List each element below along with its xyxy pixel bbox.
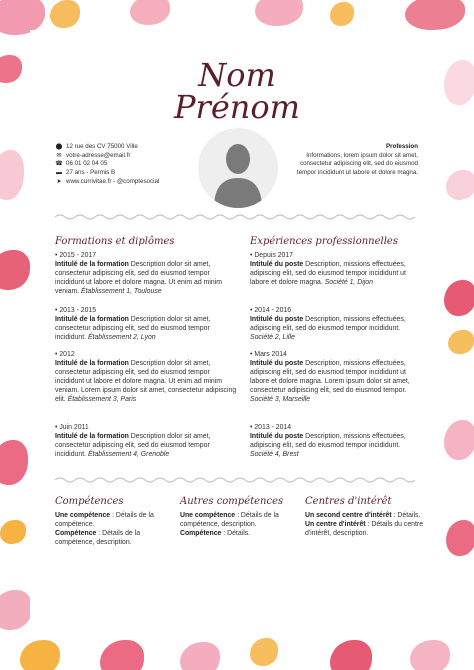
formation-place: Établissement 4, Grenoble — [87, 450, 170, 458]
avatar — [198, 128, 278, 208]
experience-body — [250, 433, 412, 460]
formation-date: • 2013 - 2015 — [55, 307, 97, 314]
experience-desc: Description, missions effectuées, adipiscing elit, sed do eiusmod tempor incididunt ut labore et dolore magna. — [250, 260, 406, 286]
contact-site[interactable]: www.currivitae.fr - @comptesocial — [66, 177, 160, 185]
person-silhouette-icon — [198, 128, 278, 208]
item-text: : Détails de la compétence, description. — [180, 512, 279, 528]
name-second-line: Prénom — [174, 88, 300, 126]
experience-desc: Description, missions effectuées, adipiscing elit, sed do eiusmod tempor incididunt. — [250, 315, 406, 332]
experience-date: • Mars 2014 — [250, 351, 287, 358]
experience-body — [250, 360, 412, 405]
item-text: : Détails. — [391, 512, 421, 519]
item-label: Un second centre d'intérêt — [305, 512, 392, 519]
interets-heading: Centres d'intérêt — [305, 496, 392, 507]
phone-icon: ☎ — [55, 161, 63, 168]
list-item — [180, 530, 300, 539]
formation-entry-1 — [55, 252, 237, 297]
contact-age: 27 ans - Permis B — [66, 169, 116, 177]
formation-desc: Description dolor sit amet, consectetur adipiscing elit, sed do eiusmod tempor incididunt ut labore et dolore magna. Ut enim ad minim veniam. — [55, 260, 222, 295]
experience-desc: Description, missions effectuées, adipiscing elit, sed do eiusmod tempor incididunt ut labore et dolore magna. Lorem ipsum dolor sit amet, consectetur adipiscing elit, sed do eiusmod tempor. — [250, 359, 410, 394]
contact-phone: 06 01 02 04 05 — [66, 160, 108, 168]
experience-place: Société 3, Marseille — [250, 395, 311, 403]
item-text: : Détails de la compétence. — [55, 512, 154, 528]
location-pin-icon: ⬤ — [55, 144, 63, 150]
experience-place: Société 2, Lille — [250, 333, 295, 341]
list-item — [55, 530, 175, 548]
formation-title: Intitulé de la formation — [55, 260, 129, 268]
competences-list — [55, 512, 175, 548]
contact-address: 12 rue des CV 75000 Ville — [66, 143, 138, 150]
item-text: : Détails de la compétence, description. — [55, 529, 141, 546]
list-item — [305, 521, 425, 539]
formation-entry-3 — [55, 351, 237, 404]
autres-list — [180, 512, 300, 539]
formation-place: Établissement 3, Paris — [67, 395, 137, 403]
cv-page — [30, 30, 444, 635]
experience-entry-3 — [250, 351, 412, 404]
formation-entry-2 — [55, 307, 237, 343]
formation-place: Établissement 2, Lyon — [87, 333, 156, 341]
experience-body — [250, 316, 412, 343]
contact-block — [55, 143, 159, 187]
experience-place: Société 4, Brest — [250, 450, 299, 458]
experience-title: Intitulé du poste — [250, 260, 304, 268]
experience-title: Intitulé du poste — [250, 315, 304, 323]
experience-entry-4 — [250, 424, 412, 460]
experience-date: • Depuis 2017 — [250, 252, 294, 259]
experience-title: Intitulé du poste — [250, 432, 304, 440]
experience-entry-2 — [250, 307, 412, 343]
formation-title: Intitulé de la formation — [55, 432, 129, 440]
formation-place: Établissement 1, Toulouse — [81, 287, 162, 295]
profession-text: Informations, lorem ipsum dolor sit amet, consectetur adipiscing elit, sed do eiusmod tempor incididunt ut labore et dolore magna. — [296, 151, 418, 177]
experience-body — [250, 261, 412, 288]
autres-heading: Autres compétences — [180, 496, 284, 507]
experience-date: • 2014 - 2016 — [250, 307, 292, 314]
formation-body — [55, 316, 237, 343]
formation-desc: Description dolor sit amet, consectetur adipiscing elit, sed do eiusmod tempor incididunt. — [55, 315, 211, 341]
formation-body — [55, 261, 237, 297]
envelope-icon: ✉ — [56, 152, 62, 159]
list-item — [305, 512, 425, 521]
experiences-heading: Expériences professionnelles — [250, 236, 398, 247]
formation-desc: Description dolor sit amet, consectetur adipiscing elit, sed do eiusmod tempor incididunt ut labore et dolore magna. Ut enim ad minim veniam. Lorem ipsum dolor sit amet, consectetur adipiscing elit. — [55, 359, 237, 403]
car-icon: ▬ — [56, 170, 62, 177]
item-label: Compétence — [55, 529, 97, 537]
profession-block — [293, 143, 418, 178]
item-label: Une compétence — [180, 512, 236, 519]
contact-email[interactable]: votre-adresse@email.fr — [66, 151, 131, 159]
experience-desc: Description, missions effectuées, adipiscing elit, sed do eiusmod tempor incididunt. — [250, 432, 406, 449]
formation-body — [55, 433, 237, 460]
formation-date: • 2012 — [55, 351, 75, 358]
formation-entry-4 — [55, 424, 237, 460]
profession-title: Profession — [386, 143, 418, 150]
list-item — [180, 512, 300, 530]
experience-place: Société 1, Dijon — [324, 278, 373, 286]
item-text: : Détails. — [221, 529, 251, 537]
wavy-divider-top — [55, 213, 419, 221]
cursor-icon: ➤ — [56, 178, 62, 185]
formation-title: Intitulé de la formation — [55, 359, 129, 367]
item-label: Une compétence — [55, 512, 111, 519]
experience-entry-1 — [250, 252, 412, 288]
item-text: : Détails du centre d'intérêt, description. — [305, 520, 424, 537]
experience-title: Intitulé du poste — [250, 359, 304, 367]
formation-date: • 2015 - 2017 — [55, 252, 97, 259]
wavy-divider-bottom — [55, 476, 419, 484]
formation-body — [55, 360, 237, 405]
experience-date: • 2013 - 2014 — [250, 424, 292, 431]
name-first-line: Nom — [198, 56, 276, 94]
formations-heading: Formations et diplômes — [55, 236, 175, 247]
interets-list — [305, 512, 425, 539]
formation-date: • Juin 2011 — [55, 424, 89, 431]
item-label: Compétence — [180, 529, 222, 537]
formation-title: Intitulé de la formation — [55, 315, 129, 323]
competences-heading: Compétences — [55, 496, 124, 507]
item-label: Un centre d'intérêt — [305, 520, 366, 528]
list-item — [55, 512, 175, 530]
formation-desc: Description dolor sit amet, consectetur adipiscing elit, sed do eiusmod tempor incididunt. — [55, 432, 211, 458]
